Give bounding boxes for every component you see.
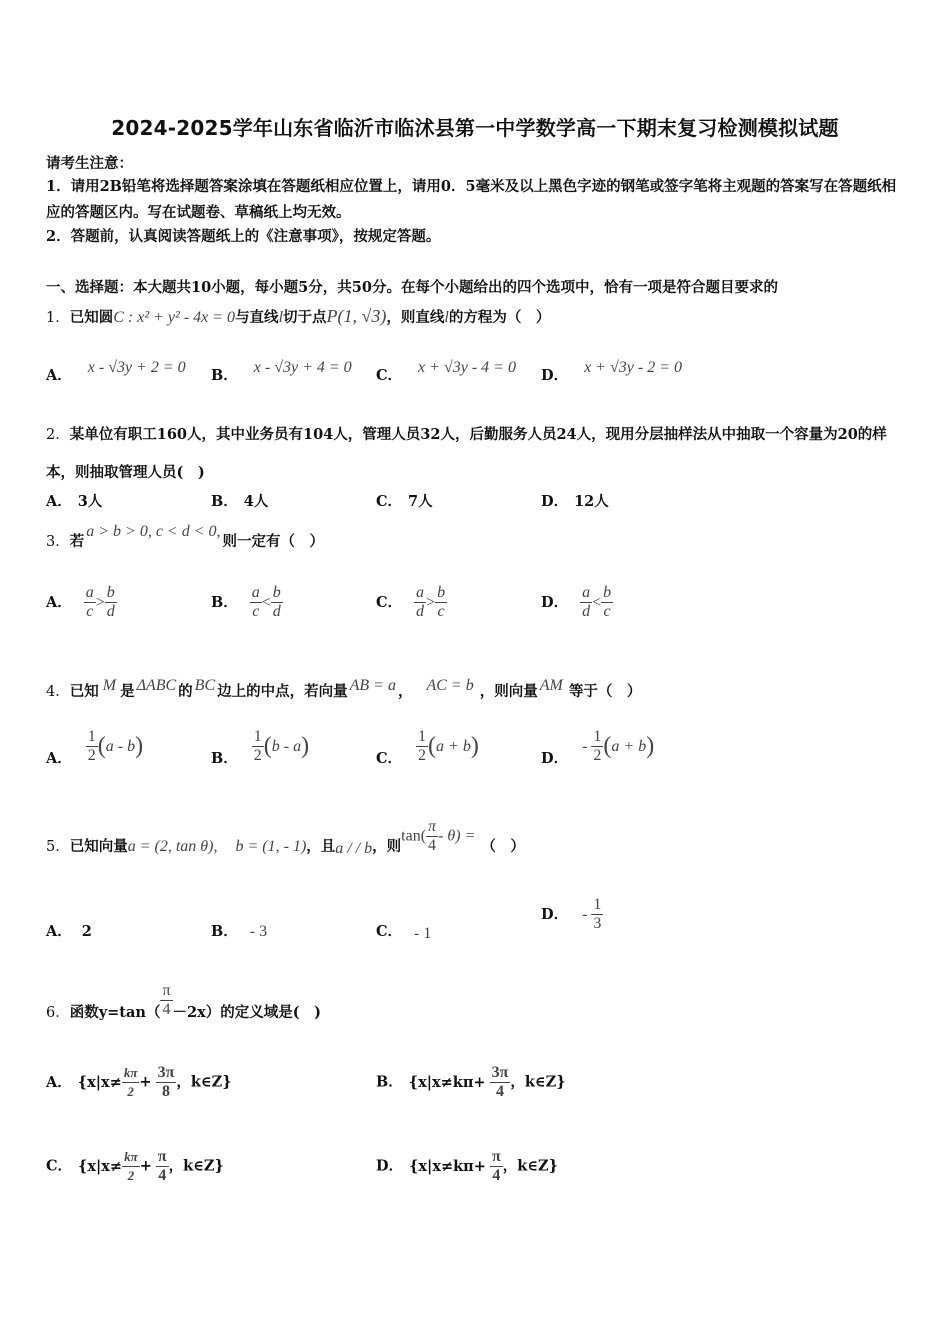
denominator: d xyxy=(106,603,115,620)
option-label: B． xyxy=(211,594,238,611)
q5-text: ，则 xyxy=(372,837,402,855)
numerator: a xyxy=(416,584,425,601)
q5-text: （ ） xyxy=(481,837,525,855)
numerator: b xyxy=(603,584,612,601)
segment-bc: BC xyxy=(194,677,216,694)
option-text: ，k∈Z} xyxy=(510,1073,566,1091)
line-symbol: l xyxy=(444,309,449,326)
numerator: kπ xyxy=(123,1065,138,1080)
option-label: D． xyxy=(541,367,569,384)
sign: - xyxy=(582,738,588,755)
q4-text: ，则向量 xyxy=(479,683,538,700)
vector-expression: a - b xyxy=(105,738,136,755)
numerator: 1 xyxy=(87,728,96,745)
q4-text: 的 xyxy=(178,683,193,700)
option-text: {x|x≠ xyxy=(77,1073,122,1091)
q2-text: 某单位有职工160人，其中业务员有104人，管理人员32人，后勤服务人员24人，现用分层抽样法从中抽取一个容量为20的样本，则抽取管理人员( ) xyxy=(46,426,887,481)
q1-text-pre: 已知圆 xyxy=(69,309,114,326)
option-text: - xyxy=(582,906,588,923)
numerator: π xyxy=(428,818,437,835)
denominator: 2 xyxy=(593,747,602,764)
q6-option-d[interactable] xyxy=(376,1148,558,1185)
plus-sign: + xyxy=(139,1157,152,1175)
q2-option-d[interactable] xyxy=(541,490,609,511)
option-label: A． xyxy=(46,367,72,384)
q6-text: 函数y=tan（ xyxy=(69,1003,161,1021)
q1-text-mid: 与直线 xyxy=(235,309,279,326)
option-label: D． xyxy=(541,493,569,510)
option-text: ，k∈Z} xyxy=(502,1157,558,1175)
q4-text: 边上的中点，若向量 xyxy=(217,683,348,700)
q1-option-d[interactable] xyxy=(541,359,682,385)
question-number: 6． xyxy=(46,1004,70,1021)
vector-ac: AC = b xyxy=(426,677,474,694)
vector-b: b = (1, - 1) xyxy=(235,837,307,855)
option-label: C． xyxy=(376,594,403,611)
denominator: 4 xyxy=(490,1082,511,1101)
q4-option-d[interactable]: D．- $\frac{1}{2}$ (a + b) xyxy=(541,728,655,767)
numerator: b xyxy=(106,584,115,601)
option-label: C． xyxy=(46,1157,73,1175)
question-number: 2． xyxy=(46,427,70,443)
q4-text: 已知 xyxy=(69,683,99,700)
denominator: 8 xyxy=(156,1082,177,1101)
q4-text: 等于（ ） xyxy=(568,683,642,700)
option-text: ，k∈Z} xyxy=(176,1073,232,1091)
circle-equation: C : x² + y² - 4x = 0 xyxy=(113,309,236,326)
q5-option-b[interactable] xyxy=(211,920,267,941)
option-label: B． xyxy=(211,493,238,510)
operator: < xyxy=(261,594,271,611)
point-p: P(1, √3) xyxy=(326,306,387,326)
plus-sign: + xyxy=(139,1073,152,1091)
operator: > xyxy=(95,594,105,611)
q4-option-b[interactable]: B． $\frac{1}{2}$ (b - a) xyxy=(211,728,310,767)
vector-expression: a + b xyxy=(436,738,471,755)
question-number: 4． xyxy=(46,684,70,700)
numerator: a xyxy=(251,584,260,601)
option-label: D． xyxy=(376,1157,404,1175)
section-heading: 一、选择题：本大题共10小题，每小题5分，共50分。在每个小题给出的四个选项中，恰有一项是符合题目要求的 xyxy=(46,279,778,296)
option-label: C． xyxy=(376,367,403,384)
vector-ab: AB = a xyxy=(349,677,396,694)
q5-option-c[interactable] xyxy=(376,920,431,941)
denominator: 3 xyxy=(593,915,602,932)
option-text: x - √3y + 4 = 0 xyxy=(253,359,352,376)
option-text: {x|x≠kπ+ xyxy=(408,1073,486,1091)
numerator: π xyxy=(491,1148,501,1165)
option-label: B． xyxy=(211,750,238,767)
point-m: M xyxy=(102,677,117,694)
operator: > xyxy=(426,594,436,611)
option-text: x - √3y + 2 = 0 xyxy=(87,359,186,376)
option-label: B． xyxy=(376,1073,403,1091)
numerator: kπ xyxy=(124,1149,138,1164)
option-label: C． xyxy=(376,750,403,767)
numerator: b xyxy=(272,584,281,601)
denominator: 2 xyxy=(122,1082,140,1101)
denominator: c xyxy=(435,602,447,621)
denominator: 2 xyxy=(87,747,96,764)
q3-option-c[interactable] xyxy=(376,584,447,621)
option-text: 12人 xyxy=(574,493,609,510)
option-text: 4人 xyxy=(243,493,269,510)
line-symbol: l xyxy=(278,309,284,326)
tan-function: tan( xyxy=(401,827,427,845)
numerator: 1 xyxy=(418,728,427,745)
denominator: 2 xyxy=(418,747,427,764)
denominator: 4 xyxy=(160,1000,172,1019)
numerator: π xyxy=(157,1148,167,1165)
q1-text-post2: 的方程为（ ） xyxy=(448,309,551,326)
q5-text: ，且 xyxy=(306,837,336,855)
option-text: 3人 xyxy=(77,493,103,510)
numerator: a xyxy=(85,584,94,601)
option-label: A． xyxy=(46,594,72,611)
q2-option-a[interactable] xyxy=(46,490,102,511)
option-text: ，k∈Z} xyxy=(168,1157,224,1175)
q6-option-b[interactable] xyxy=(376,1064,566,1101)
q3-option-d[interactable] xyxy=(541,584,613,621)
q3-option-b[interactable] xyxy=(211,584,283,621)
vector-am: AM xyxy=(539,677,563,694)
denominator: c xyxy=(601,602,613,621)
option-text: {x|x≠kπ+ xyxy=(409,1157,486,1175)
numerator: 1 xyxy=(253,728,262,745)
numerator: 3π xyxy=(491,1064,509,1081)
option-label: D． xyxy=(541,594,569,611)
parallel-condition: a / / b xyxy=(335,839,373,857)
denominator: d xyxy=(272,603,281,620)
option-text: x + √3y - 2 = 0 xyxy=(584,359,682,376)
denominator: 2 xyxy=(253,747,262,764)
vector-expression: b - a xyxy=(271,738,302,755)
q1-option-a[interactable] xyxy=(46,359,186,385)
option-label: C． xyxy=(376,923,403,940)
q6-option-c[interactable] xyxy=(46,1148,224,1185)
option-label: A． xyxy=(46,750,72,767)
option-label: B． xyxy=(211,923,238,940)
question-number: 1． xyxy=(46,310,70,326)
option-label: C． xyxy=(376,493,403,510)
option-label: A． xyxy=(46,1073,72,1091)
notice-line-1: 1．请用2B铅笔将选择题答案涂填在答题纸相应位置上，请用0．5毫米及以上黑色字迹的钢笔或签字笔将主观题的答案写在答题纸相应的答题区内。写在试题卷、草稿纸上均无效。 xyxy=(46,178,897,221)
denominator: 4 xyxy=(426,836,438,855)
q4-text: 是 xyxy=(120,683,135,700)
denominator: d xyxy=(582,603,591,620)
q4-option-a[interactable]: A． $\frac{1}{2}$ (a - b) xyxy=(46,728,144,767)
denominator: 2 xyxy=(122,1166,140,1185)
option-label: A． xyxy=(46,493,72,510)
denominator: c xyxy=(250,602,262,621)
numerator: 1 xyxy=(593,896,602,913)
vector-a: a = (2, tan θ), xyxy=(127,837,218,855)
question-number: 5． xyxy=(46,838,70,855)
option-label: D． xyxy=(541,750,569,767)
q4-option-c[interactable]: C． $\frac{1}{2}$ (a + b) xyxy=(376,728,479,767)
q5-option-a[interactable] xyxy=(46,920,92,941)
question-4 xyxy=(46,677,642,701)
option-text: x + √3y - 4 = 0 xyxy=(418,359,516,376)
q2-option-c[interactable] xyxy=(376,490,433,511)
q6-option-a[interactable] xyxy=(46,1064,232,1101)
q3-option-a[interactable] xyxy=(46,584,117,621)
q2-option-b[interactable] xyxy=(211,490,268,511)
q3-text-post: 则一定有（ ） xyxy=(222,533,325,550)
triangle: ΔABC xyxy=(136,677,177,694)
numerator: 1 xyxy=(593,728,602,745)
question-5 xyxy=(46,818,525,855)
question-2 xyxy=(46,416,906,491)
option-label: B． xyxy=(211,367,238,384)
numerator: π xyxy=(162,982,171,999)
q1-text-post: ，则直线 xyxy=(386,309,445,326)
page-title: 2024-2025学年山东省临沂市临沭县第一中学数学高一下期末复习检测模拟试题 xyxy=(111,116,839,140)
option-text: 7人 xyxy=(408,493,433,510)
notice-heading: 请考生注意： xyxy=(46,155,133,172)
q6-text: －2x）的定义域是( ) xyxy=(172,1003,321,1021)
denominator: 4 xyxy=(156,1166,169,1185)
q5-option-d[interactable] xyxy=(541,896,603,933)
operator: < xyxy=(592,594,602,611)
vector-expression: a + b xyxy=(611,738,647,755)
option-label: A． xyxy=(46,923,72,940)
option-label: D． xyxy=(541,906,569,923)
question-1 xyxy=(46,306,550,327)
tan-tail: - θ) = xyxy=(438,827,476,845)
option-text: {x|x≠ xyxy=(78,1157,123,1175)
q3-condition: a > b > 0, c < d < 0, xyxy=(86,523,221,540)
option-text: - 3 xyxy=(249,923,268,940)
notice-line-2: 2．答题前，认真阅读答题纸上的《注意事项》，按规定答题。 xyxy=(46,228,441,245)
numerator: a xyxy=(582,584,591,601)
q1-text-mid2: 切于点 xyxy=(283,309,327,326)
q1-option-c[interactable] xyxy=(376,359,516,385)
q3-text-pre: 若 xyxy=(69,533,85,550)
question-6 xyxy=(46,982,321,1019)
option-text: 2 xyxy=(81,923,92,940)
q1-option-b[interactable] xyxy=(211,359,352,385)
q5-text: 已知向量 xyxy=(69,837,128,855)
question-number: 3． xyxy=(46,534,70,550)
denominator: d xyxy=(416,603,425,620)
numerator: b xyxy=(437,584,446,601)
option-text: - 1 xyxy=(414,925,432,942)
denominator: c xyxy=(84,602,96,621)
q4-text: ， xyxy=(397,683,413,700)
question-3 xyxy=(46,523,325,551)
numerator: 3π xyxy=(157,1064,175,1081)
denominator: 4 xyxy=(490,1166,503,1185)
